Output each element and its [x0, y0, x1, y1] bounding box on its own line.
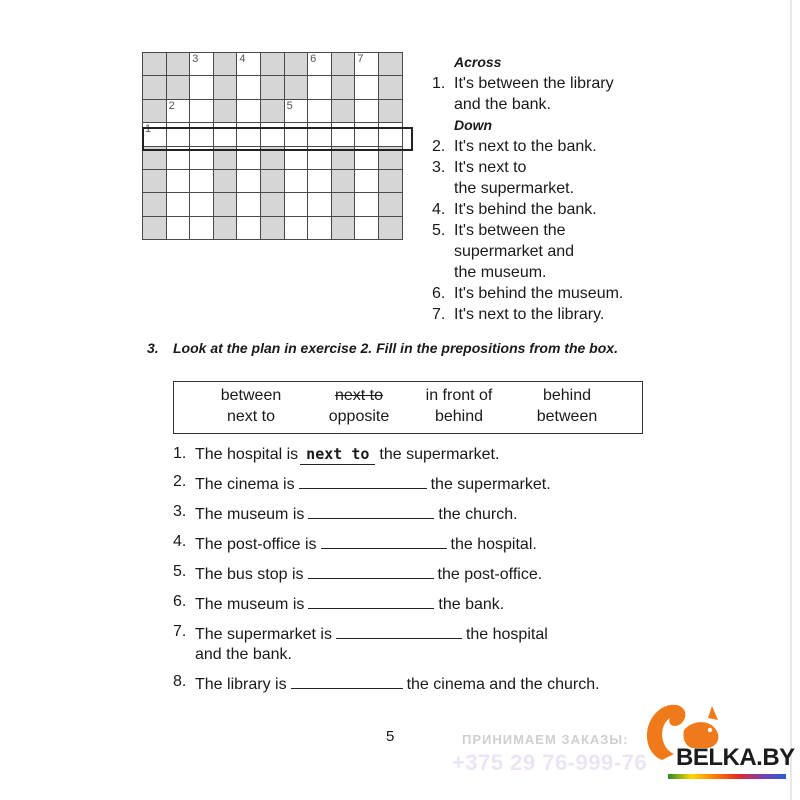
- crossword-shaded-cell: [143, 193, 167, 216]
- answer-blank[interactable]: [291, 672, 403, 689]
- crossword-shaded-cell: [213, 99, 237, 122]
- crossword-cell[interactable]: [355, 123, 379, 146]
- crossword-shaded-cell: [331, 169, 355, 192]
- sentence-body: [195, 472, 551, 495]
- crossword-shaded-cell: [378, 216, 402, 239]
- exercise-sentence: [173, 502, 600, 525]
- crossword-cell[interactable]: [308, 193, 332, 216]
- sentence-end: the supermarket.: [379, 446, 500, 463]
- crossword-shaded-cell: [331, 76, 355, 99]
- crossword-shaded-cell: [331, 146, 355, 169]
- crossword-row: [143, 99, 403, 122]
- crossword-cell[interactable]: [237, 216, 261, 239]
- crossword-shaded-cell: [213, 193, 237, 216]
- crossword-shaded-cell: [213, 146, 237, 169]
- crossword-cell[interactable]: [308, 53, 332, 76]
- clue-number: 4: [239, 53, 246, 65]
- crossword-cell[interactable]: [166, 99, 190, 122]
- sentence-end: the hospital and the bank.: [195, 626, 548, 663]
- crossword-cell[interactable]: [166, 169, 190, 192]
- crossword-cell[interactable]: [166, 193, 190, 216]
- clue-item: [432, 136, 623, 157]
- sentence-number: 1.: [173, 445, 187, 462]
- crossword-cell[interactable]: [190, 99, 214, 122]
- crossword-cell[interactable]: [166, 123, 190, 146]
- crossword-cell[interactable]: [237, 193, 261, 216]
- watermark-phone: +375 29 76-999-76: [452, 750, 648, 775]
- crossword-shaded-cell: [213, 76, 237, 99]
- answer-blank[interactable]: [308, 502, 434, 519]
- crossword-cell[interactable]: [355, 216, 379, 239]
- crossword-shaded-cell: [331, 99, 355, 122]
- crossword-shaded-cell: [331, 193, 355, 216]
- crossword-clues: [432, 52, 623, 325]
- exercise-sentence: [173, 622, 600, 665]
- clue-number: 1: [145, 123, 152, 136]
- box-word: next to: [226, 408, 276, 425]
- across-clue-list: [432, 73, 623, 115]
- crossword-cell[interactable]: [284, 169, 308, 192]
- crossword-cell[interactable]: [284, 216, 308, 239]
- sentence-end: the post-office.: [437, 566, 543, 583]
- crossword-shaded-cell: [213, 216, 237, 239]
- exercise-3-heading: [147, 339, 633, 357]
- crossword-cell[interactable]: [237, 123, 261, 146]
- crossword-cell[interactable]: [190, 76, 214, 99]
- crossword-cell[interactable]: [355, 146, 379, 169]
- crossword-cell[interactable]: [284, 146, 308, 169]
- crossword-cell[interactable]: [166, 146, 190, 169]
- crossword-cell[interactable]: [237, 99, 261, 122]
- crossword-cell[interactable]: [308, 146, 332, 169]
- crossword-row: [143, 193, 403, 216]
- sentence-start: The museum is: [195, 506, 305, 523]
- crossword-cell[interactable]: [190, 193, 214, 216]
- crossword-shaded-cell: [331, 216, 355, 239]
- crossword-shaded-cell: [143, 146, 167, 169]
- crossword-shaded-cell: [331, 53, 355, 76]
- box-word: behind: [542, 387, 592, 404]
- across-heading: Across: [454, 54, 502, 70]
- preposition-word-box: [173, 381, 643, 434]
- crossword-cell[interactable]: [331, 123, 355, 146]
- exercise-sentence: [173, 672, 600, 695]
- exercise-sentence: [173, 532, 600, 555]
- page-edge: [790, 0, 792, 800]
- sentence-start: The library is: [195, 676, 287, 693]
- crossword-shaded-cell: [143, 169, 167, 192]
- sentence-body: [195, 592, 504, 615]
- clue-item-text: It's behind the bank.: [454, 201, 597, 218]
- clue-number: 2: [168, 99, 175, 112]
- exercise-sentence: [173, 472, 600, 495]
- crossword-shaded-cell: [143, 216, 167, 239]
- crossword-cell[interactable]: [355, 76, 379, 99]
- exercise-sentences: [173, 444, 600, 702]
- page-number: 5: [386, 728, 395, 745]
- clue-item-number: 3.: [432, 159, 446, 176]
- crossword-shaded-cell: [166, 53, 190, 76]
- crossword-cell[interactable]: [190, 146, 214, 169]
- crossword-cell[interactable]: [190, 169, 214, 192]
- clue-number: 7: [357, 53, 364, 65]
- crossword-shaded-cell: [143, 53, 167, 76]
- crossword-cell[interactable]: [190, 53, 214, 76]
- box-word: in front of: [425, 387, 493, 404]
- down-heading: Down: [454, 117, 493, 133]
- crossword-cell[interactable]: [166, 216, 190, 239]
- crossword-shaded-cell: [378, 99, 402, 122]
- crossword-cell[interactable]: [237, 146, 261, 169]
- clue-item-number: 6.: [432, 285, 446, 302]
- clue-item-number: 1.: [432, 75, 446, 92]
- sentence-number: 7.: [173, 623, 187, 640]
- sentence-start: The cinema is: [195, 476, 295, 493]
- crossword-cell[interactable]: [237, 53, 261, 76]
- clue-item: [432, 73, 623, 115]
- answer-blank[interactable]: [336, 622, 462, 639]
- crossword-row: [143, 76, 403, 99]
- crossword-shaded-cell: [166, 76, 190, 99]
- clue-item: [432, 199, 623, 220]
- crossword-cell[interactable]: [308, 99, 332, 122]
- crossword-cell[interactable]: [143, 123, 167, 146]
- crossword-shaded-cell: [260, 99, 284, 122]
- crossword-shaded-cell: [260, 53, 284, 76]
- sentence-end: the cinema and the church.: [406, 676, 600, 693]
- crossword-shaded-cell: [378, 193, 402, 216]
- crossword-cell[interactable]: [308, 123, 332, 146]
- sentence-body: [195, 622, 548, 665]
- clue-item-text: It's between the library and the bank.: [454, 75, 614, 113]
- clue-item-text: It's next to the supermarket.: [454, 159, 575, 197]
- clue-number: 6: [310, 53, 317, 65]
- sentence-end: the supermarket.: [430, 476, 551, 493]
- box-word: between: [536, 408, 598, 425]
- sentence-body: [195, 562, 542, 585]
- crossword-cell[interactable]: [237, 169, 261, 192]
- clue-item-text: It's between the supermarket and the museum.: [454, 222, 575, 281]
- box-word: between: [220, 387, 282, 404]
- clue-item-text: It's behind the museum.: [454, 285, 624, 302]
- sentence-end: the church.: [438, 506, 518, 523]
- crossword-shaded-cell: [260, 76, 284, 99]
- filled-answer[interactable]: next to: [300, 444, 375, 465]
- crossword-row: [143, 53, 403, 76]
- crossword-shaded-cell: [260, 146, 284, 169]
- crossword-row: [143, 169, 403, 192]
- answer-blank[interactable]: [308, 562, 434, 579]
- crossword-cell[interactable]: [355, 99, 379, 122]
- crossword-row: [143, 123, 403, 146]
- sentence-body: [195, 502, 518, 525]
- sentence-end: the bank.: [438, 596, 505, 613]
- sentence-number: 2.: [173, 473, 187, 490]
- sentence-body: [195, 532, 537, 555]
- box-word: behind: [434, 408, 484, 425]
- clue-number: 3: [192, 53, 199, 65]
- sentence-start: The museum is: [195, 596, 305, 613]
- sentence-number: 5.: [173, 563, 187, 580]
- crossword-shaded-cell: [260, 193, 284, 216]
- crossword-cell[interactable]: [260, 123, 284, 146]
- exercise-sentence: [173, 562, 600, 585]
- sentence-start: The supermarket is: [195, 626, 332, 643]
- clue-item-number: 7.: [432, 306, 446, 323]
- crossword-cell[interactable]: [190, 216, 214, 239]
- crossword-shaded-cell: [284, 53, 308, 76]
- crossword-row: [143, 146, 403, 169]
- crossword-shaded-cell: [143, 76, 167, 99]
- crossword-cell[interactable]: [308, 216, 332, 239]
- crossword-shaded-cell: [143, 99, 167, 122]
- answer-blank[interactable]: [308, 592, 434, 609]
- sentence-body: [195, 444, 499, 465]
- sentence-end: the hospital.: [450, 536, 537, 553]
- crossword-cell[interactable]: [308, 169, 332, 192]
- clue-item-number: 5.: [432, 222, 446, 239]
- crossword-grid: [142, 52, 403, 240]
- clue-item-text: It's next to the bank.: [454, 138, 597, 155]
- logo-text: BELKA.BY: [676, 744, 795, 771]
- exercise-sentence: [173, 444, 600, 465]
- exercise-sentence: [173, 592, 600, 615]
- crossword-shaded-cell: [378, 169, 402, 192]
- crossword-cell[interactable]: [355, 169, 379, 192]
- clue-item: [432, 304, 623, 325]
- down-clue-list: [432, 136, 623, 325]
- box-word-used: next to: [334, 387, 384, 404]
- exercise-number: 3.: [147, 340, 159, 356]
- crossword-cell[interactable]: [213, 123, 237, 146]
- crossword-cell[interactable]: [284, 193, 308, 216]
- sentence-number: 4.: [173, 533, 187, 550]
- exercise-instruction: Look at the plan in exercise 2. Fill in the prepositions from the box.: [173, 340, 618, 356]
- sentence-start: The post-office is: [195, 536, 317, 553]
- sentence-number: 8.: [173, 673, 187, 690]
- crossword-cell[interactable]: [284, 123, 308, 146]
- clue-number: 5: [286, 99, 293, 112]
- sentence-start: The bus stop is: [195, 566, 304, 583]
- watermark-orders-text: ПРИНИМАЕМ ЗАКАЗЫ:: [462, 732, 629, 747]
- crossword-shaded-cell: [213, 53, 237, 76]
- logo-color-bar: [668, 774, 786, 779]
- box-word: opposite: [328, 408, 390, 425]
- crossword-shaded-cell: [378, 53, 402, 76]
- clue-item-number: 4.: [432, 201, 446, 218]
- answer-blank[interactable]: [321, 532, 447, 549]
- clue-item: [432, 220, 623, 283]
- crossword-shaded-cell: [378, 146, 402, 169]
- clue-item: [432, 157, 623, 199]
- clue-item-text: It's next to the library.: [454, 306, 605, 323]
- crossword-cell[interactable]: [355, 53, 379, 76]
- crossword-shaded-cell: [260, 169, 284, 192]
- sentence-start: The hospital is: [195, 446, 299, 463]
- sentence-number: 3.: [173, 503, 187, 520]
- sentence-number: 6.: [173, 593, 187, 610]
- crossword-shaded-cell: [260, 216, 284, 239]
- crossword-shaded-cell: [378, 76, 402, 99]
- crossword-shaded-cell: [284, 76, 308, 99]
- answer-blank[interactable]: [299, 472, 427, 489]
- crossword-cell[interactable]: [378, 123, 402, 146]
- crossword-cell[interactable]: [284, 99, 308, 122]
- crossword-cell[interactable]: [308, 76, 332, 99]
- clue-item: [432, 283, 623, 304]
- crossword-cell[interactable]: [355, 193, 379, 216]
- crossword-cell[interactable]: [190, 123, 214, 146]
- clue-item-number: 2.: [432, 138, 446, 155]
- crossword-shaded-cell: [213, 169, 237, 192]
- crossword-row: [143, 216, 403, 239]
- crossword-cell[interactable]: [237, 76, 261, 99]
- sentence-body: [195, 672, 600, 695]
